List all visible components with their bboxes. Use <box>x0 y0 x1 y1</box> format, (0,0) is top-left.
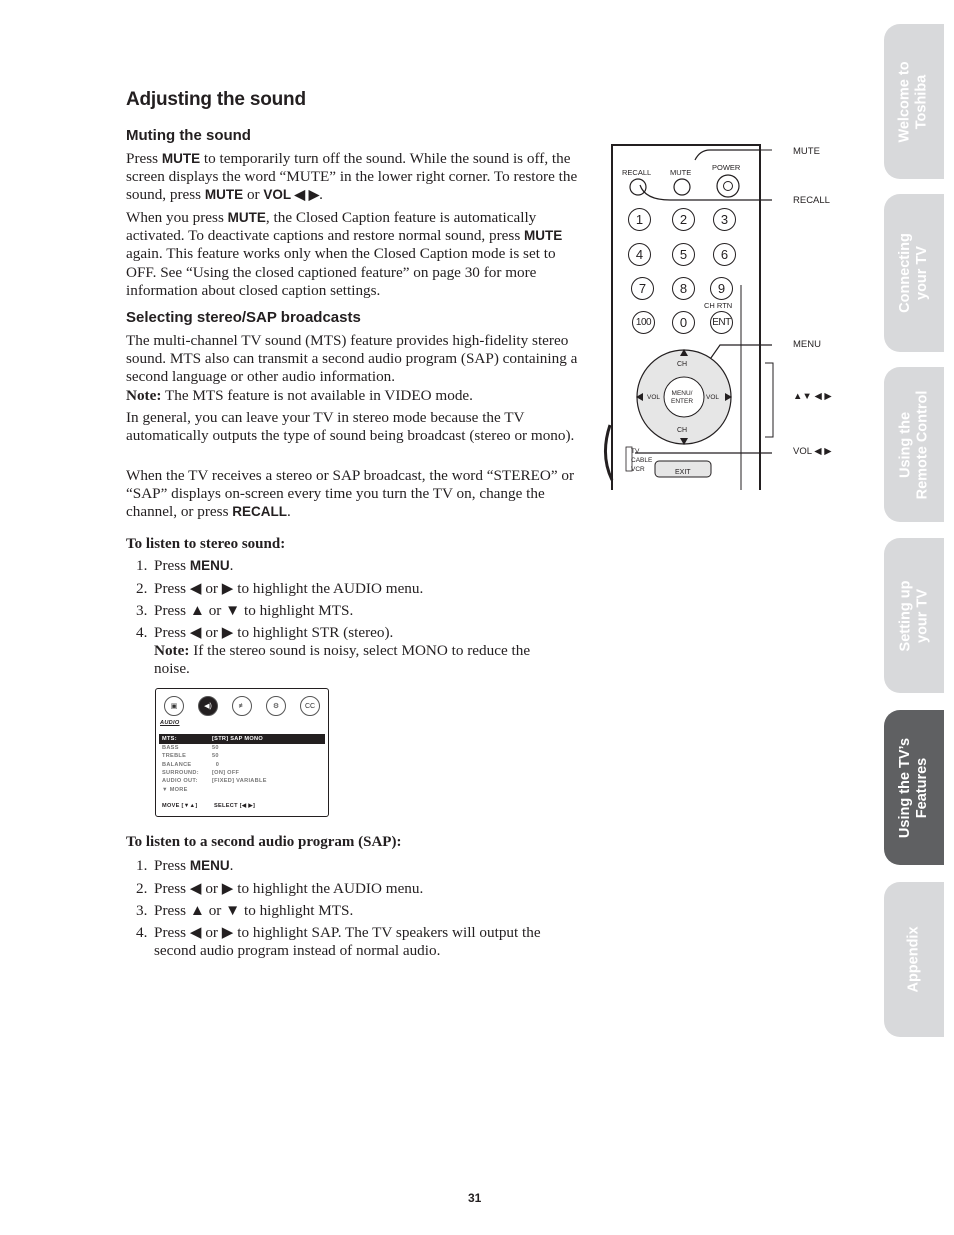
tab-connecting[interactable]: Connecting your TV <box>884 194 944 352</box>
number-button[interactable]: 5 <box>672 243 695 266</box>
number-button[interactable]: 9 <box>710 277 733 300</box>
picture-menu-icon: ▣ <box>164 696 184 716</box>
number-button[interactable]: 3 <box>713 208 736 231</box>
osd-more: ▼ MORE <box>162 787 188 793</box>
ent-button[interactable]: ENT <box>710 311 733 334</box>
osd-row-label: SURROUND: <box>162 770 199 776</box>
sap-steps-heading: To listen to a second audio program (SAP): <box>126 834 402 850</box>
setup-menu-icon: ≢ <box>232 696 252 716</box>
exit-button[interactable]: EXIT <box>675 469 691 476</box>
osd-move-hint: MOVE [▼▲] <box>162 803 198 809</box>
menu-callout: MENU <box>793 339 821 350</box>
stereo-steps-heading: To listen to stereo sound: <box>126 536 286 552</box>
ch-rtn-label: CH RTN <box>704 301 733 310</box>
osd-row-value: 50 <box>212 753 219 759</box>
lock-menu-icon: ⚙ <box>266 696 286 716</box>
osd-row-value: [STR] SAP MONO <box>212 736 264 742</box>
recall-callout: RECALL <box>793 195 830 206</box>
tab-appendix[interactable]: Appendix <box>884 882 944 1037</box>
osd-select-hint: SELECT [◀ ▶] <box>214 803 256 809</box>
vol-up-label: VOL <box>706 394 720 401</box>
tab-remote-control[interactable]: Using the Remote Control <box>884 367 944 522</box>
stereo-paragraph-1: The multi-channel TV sound (MTS) feature provides high-fidelity stereo sound. MTS also can transmit a second audio program (SAP) containing a second language or other audio information. Note: The MTS feature is not available in VIDEO mode. <box>126 332 578 404</box>
menu-name: AUDIO <box>160 720 180 726</box>
tab-setting-up[interactable]: Setting up your TV <box>884 538 944 693</box>
number-button[interactable]: 7 <box>631 277 654 300</box>
arrows-callout: ▲▼ ◀ ▶ <box>793 391 832 402</box>
number-button[interactable]: 6 <box>713 243 736 266</box>
osd-row-label: TREBLE <box>162 753 187 759</box>
menu-enter-button[interactable]: MENU/ ENTER <box>671 390 694 405</box>
tab-features[interactable]: Using the TV’s Features <box>884 710 944 865</box>
stereo-paragraph-2: In general, you can leave your TV in stereo mode because the TV automatically outputs the type of sound being broadcast (stereo or mono). <box>126 409 575 445</box>
mode-switch[interactable]: TV CABLE VCR <box>631 448 653 473</box>
number-button[interactable]: 2 <box>672 208 695 231</box>
osd-row-value: [ON] OFF <box>212 770 240 776</box>
mute-callout: MUTE <box>793 146 820 157</box>
audio-menu-icon: ◀) <box>198 696 218 716</box>
osd-row-label: MTS: <box>162 736 177 742</box>
cc-menu-icon: CC <box>300 696 320 716</box>
page-title: Adjusting the sound <box>126 89 306 110</box>
osd-row-label: BASS <box>162 745 179 751</box>
osd-row-value: [FIXED] VARIABLE <box>212 778 267 784</box>
osd-row-label: BALANCE <box>162 762 192 768</box>
tab-welcome[interactable]: Welcome to Toshiba <box>884 24 944 179</box>
vol-callout: VOL ◀ ▶ <box>793 446 832 457</box>
osd-row-label: AUDIO OUT: <box>162 778 198 784</box>
vol-down-label: VOL <box>647 394 661 401</box>
number-button[interactable]: 4 <box>628 243 651 266</box>
stereo-paragraph-3: When the TV receives a stereo or SAP broadcast, the word “STEREO” or “SAP” displays on-screen every time you turn the TV on, change the channel, or press RECALL. <box>126 467 575 521</box>
section-heading-stereo: Selecting stereo/SAP broadcasts <box>126 309 361 326</box>
number-button[interactable]: 1 <box>628 208 651 231</box>
muting-paragraph-2: When you press MUTE, the Closed Caption feature is automatically activated. To deactivate captions and restore normal sound, press MUTE again. This feature works only when the Closed Caption mode is set to OFF. See “Using the closed captioned feature” on page 30 for more information about closed caption settings. <box>126 209 563 299</box>
power-button-label: POWER <box>712 163 741 172</box>
osd-row-value: 0 <box>212 762 220 768</box>
ch-down-label: CH <box>677 427 688 434</box>
number-button[interactable]: 8 <box>672 277 695 300</box>
muting-paragraph-1: Press MUTE to temporarily turn off the sound. While the sound is off, the screen displays the word “MUTE” in the lower right corner. To restore the sound, press MUTE or VOL ◀ ▶. <box>126 150 578 204</box>
ch-up-label: CH <box>677 361 688 368</box>
audio-menu-screen <box>155 688 329 817</box>
hundred-button[interactable]: 100 <box>632 311 655 334</box>
osd-row-value: 50 <box>212 745 219 751</box>
page-number: 31 <box>468 1191 482 1205</box>
number-button[interactable]: 0 <box>672 311 695 334</box>
section-heading-muting: Muting the sound <box>126 127 251 144</box>
mute-button-label: MUTE <box>670 168 692 177</box>
recall-button-label: RECALL <box>622 168 652 177</box>
